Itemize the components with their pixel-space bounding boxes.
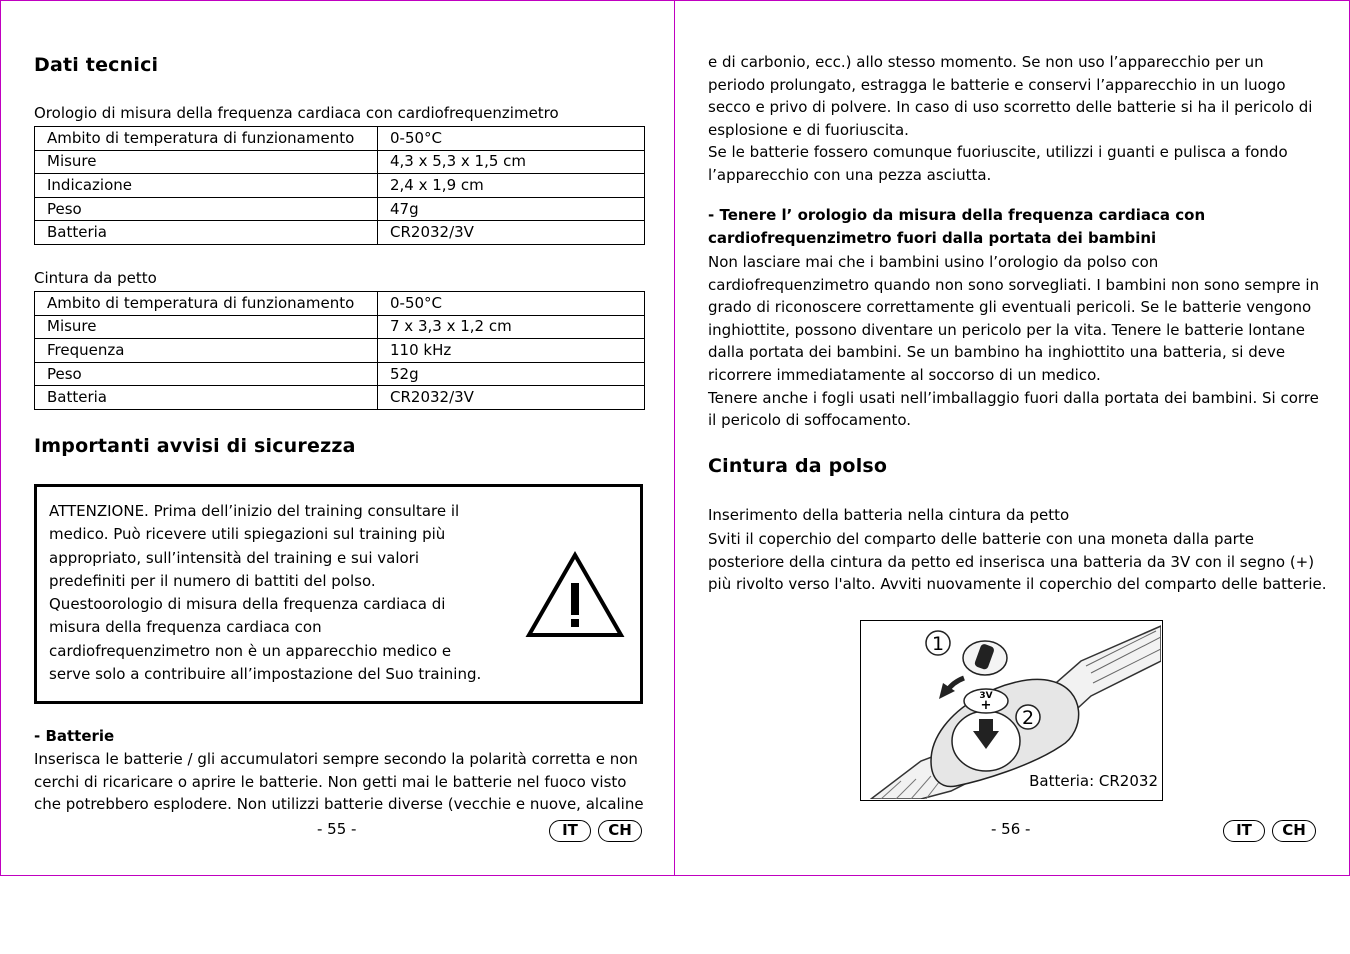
text-line: dalla portata dei bambini. Se un bambino ha inghiottito una batteria, si deve <box>708 343 1286 362</box>
heading-technical-data: Dati tecnici <box>34 54 159 76</box>
spec-label: Misure <box>35 315 378 339</box>
step-1-number: 1 <box>931 633 945 655</box>
chest-belt-spec-table <box>34 291 645 410</box>
heading-wrist-belt: Cintura da polso <box>708 455 888 477</box>
table-row <box>35 150 645 174</box>
text-line: secco e privo di polvere. In caso di uso scorretto delle batterie si ha il pericolo di <box>708 98 1313 117</box>
spec-label: Frequenza <box>35 339 378 363</box>
text-line: - Tenere l’ orologio da misura della frequenza cardiaca con <box>708 206 1206 224</box>
table-row <box>35 315 645 339</box>
spec-value: 0-50°C <box>378 127 645 151</box>
spec-value: 52g <box>378 362 645 386</box>
chest-belt-spec-rows <box>35 292 645 410</box>
text-line: Tenere anche i fogli usati nell’imballaggio fuori dalla portata dei bambini. Si corre <box>708 388 1319 407</box>
table-row <box>35 386 645 410</box>
text-line: inghiottite, possono diventare un pericolo per la vita. Tenere le batterie lontane <box>708 320 1305 339</box>
right-page <box>674 0 1350 876</box>
text-line: Inserisca le batterie / gli accumulatori sempre secondo la polarità corretta e non <box>34 750 638 768</box>
spec-value: CR2032/3V <box>378 221 645 245</box>
text-line: Se le batterie fossero comunque fuoriuscite, utilizzi i guanti e pulisca a fondo <box>708 143 1288 162</box>
text-line: Non lasciare mai che i bambini usino l’orologio da polso con <box>708 253 1159 271</box>
table-row <box>35 127 645 151</box>
spec-label: Batteria <box>35 221 378 245</box>
text-line: esplosione e di fuoriuscita. <box>708 120 909 139</box>
text-line: posteriore della cintura da petto ed inserisca una batteria da 3V con il segno (+) <box>708 552 1315 571</box>
spec-label: Ambito di temperatura di funzionamento <box>35 292 378 316</box>
text-line: cerchi di ricaricare o aprire le batterie. Non getti mai le batterie nel fuoco visto <box>34 772 627 791</box>
battery-storage-text <box>708 51 1323 187</box>
battery-insert-heading: Inserimento della batteria nella cintura da petto <box>708 506 1070 524</box>
language-badge-ch: CH <box>1272 820 1316 842</box>
spec-value: 110 kHz <box>378 339 645 363</box>
spec-label: Indicazione <box>35 174 378 198</box>
text-line: Questoorologio di misura della frequenza cardiaca di <box>49 595 446 614</box>
text-line: ATTENZIONE. Prima dell’inizio del training consultare il <box>49 502 460 520</box>
text-line: che potrebbero esplodere. Non utilizzi batterie diverse (vecchie e nuove, alcaline <box>34 795 644 814</box>
spec-label: Ambito di temperatura di funzionamento <box>35 127 378 151</box>
text-line: più rivolto verso l'alto. Avviti nuovamente il coperchio del comparto delle batterie. <box>708 575 1327 594</box>
batteries-heading: - Batterie <box>34 727 115 745</box>
spec-value: 2,4 x 1,9 cm <box>378 174 645 198</box>
text-line: serve solo a contribuire all’impostazione del Suo training. <box>49 665 482 684</box>
table-row <box>35 174 645 198</box>
battery-voltage-label: 3V <box>979 691 993 701</box>
spec-label: Peso <box>35 197 378 221</box>
left-page <box>0 0 675 876</box>
page-number: - 56 - <box>991 820 1031 838</box>
text-line: il pericolo di soffocamento. <box>708 411 912 430</box>
language-badge-ch: CH <box>598 820 642 842</box>
text-line: ricorrere immediatamente al soccorso di un medico. <box>708 365 1101 384</box>
text-line: appropriato, sull’intensità del training e sui valori <box>49 548 419 567</box>
battery-insertion-figure <box>860 620 1163 801</box>
text-line: e di carbonio, ecc.) allo stesso momento. Se non uso l’apparecchio per un <box>708 53 1264 71</box>
table-row <box>35 362 645 386</box>
warning-text <box>49 500 497 686</box>
text-line: medico. Può ricevere utili spiegazioni sul training più <box>49 525 446 544</box>
watch-spec-rows <box>35 127 645 245</box>
text-line: cardiofrequenzimetro quando non sono sorvegliati. I bambini non sono sempre in <box>708 275 1320 294</box>
table-row <box>35 197 645 221</box>
spec-label: Misure <box>35 150 378 174</box>
spec-value: 4,3 x 5,3 x 1,5 cm <box>378 150 645 174</box>
spec-value: 47g <box>378 197 645 221</box>
children-warning-heading <box>708 204 1323 249</box>
spec-label: Peso <box>35 362 378 386</box>
spec-value: 7 x 3,3 x 1,2 cm <box>378 315 645 339</box>
battery-plus-sign: + <box>980 698 992 713</box>
text-line: predefiniti per il numero di battiti del polso. <box>49 571 376 590</box>
warning-box <box>34 484 643 704</box>
page-number: - 55 - <box>317 820 357 838</box>
text-line: cardiofrequenzimetro non è un apparecchio medico e <box>49 641 452 660</box>
table-row <box>35 221 645 245</box>
spec-value: 0-50°C <box>378 292 645 316</box>
text-line: grado di riconoscere correttamente gli eventuali pericoli. Se le batterie vengono <box>708 298 1312 317</box>
figure-caption: Batteria: CR2032 <box>1029 772 1158 790</box>
step-2-number: 2 <box>1021 707 1035 729</box>
warning-triangle-icon <box>525 551 625 641</box>
text-line: periodo prolungato, estragga le batterie e conservi l’apparecchio in un luogo <box>708 75 1286 94</box>
language-badge-it: IT <box>1223 820 1265 842</box>
spec-label: Batteria <box>35 386 378 410</box>
text-line: Sviti il coperchio del comparto delle batterie con una moneta dalla parte <box>708 530 1254 548</box>
watch-spec-table <box>34 126 645 245</box>
language-badge-it: IT <box>549 820 591 842</box>
text-line: misura della frequenza cardiaca con <box>49 618 322 637</box>
heading-safety: Importanti avvisi di sicurezza <box>34 435 356 457</box>
children-warning-text <box>708 251 1328 432</box>
batteries-text <box>34 748 654 816</box>
table-row <box>35 292 645 316</box>
battery-insert-text <box>708 528 1328 596</box>
spec-value: CR2032/3V <box>378 386 645 410</box>
table2-caption: Cintura da petto <box>34 269 157 287</box>
text-line: cardiofrequenzimetro fuori dalla portata dei bambini <box>708 228 1157 247</box>
table-row <box>35 339 645 363</box>
text-line: l’apparecchio con una pezza asciutta. <box>708 165 992 184</box>
table1-caption: Orologio di misura della frequenza cardiaca con cardiofrequenzimetro <box>34 104 559 122</box>
